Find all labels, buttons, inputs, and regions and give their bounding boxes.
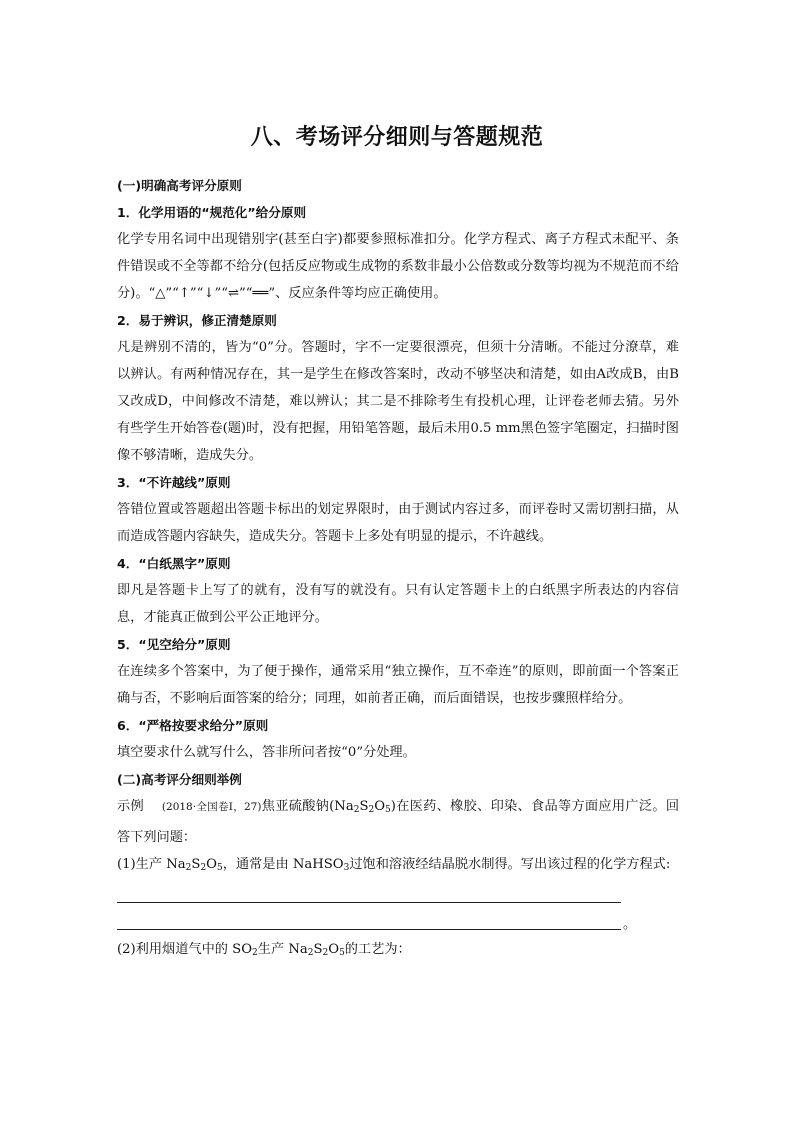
rule-body-4: 即凡是答题卡上写了的就有，没有写的就没有。只有认定答题卡上的白纸黑字所表达的内容信息，才能真正做到公平公正地评分。 [117, 583, 679, 625]
rule-body-1: 化学专用名词中出现错别字(甚至白字)都要参照标准扣分。化学方程式、离子方程式未配平、条件错误或不全等都不给分(包括反应物或生成物的系数非最小公倍数或分数等均视为不规范而不给分)。“△”“↑”“↓”“⇌”“══”、反应条件等均应正确使用。 [117, 232, 679, 301]
rule-heading-4: 4．“白纸黑字”原则 [117, 556, 231, 571]
section-heading-1: (一)明确高考评分原则 [117, 178, 242, 193]
page-title: 八、考场评分细则与答题规范 [250, 125, 544, 150]
example-label: 示例 [117, 799, 144, 814]
answer-blank-2[interactable] [117, 909, 679, 936]
rule-heading-6: 6．“严格按要求给分”原则 [117, 718, 269, 733]
rule-heading-3: 3．“不许越线”原则 [117, 475, 231, 490]
rule-body-2: 凡是辨别不清的，皆为“0”分。答题时，字不一定要很漂亮，但须十分清晰。不能过分潦草，难以辨认。有两种情况存在，其一是学生在修改答案时，改动不够坚决和清楚，如由A改成B，由B又改成D，中间修改不清楚，难以辨认；其二是不排除考生有投机心理，让评卷老师去猜。另外有些学生开始答卷(题)时，没有把握，用铅笔答题，最后未用0.5 mm黑色签字笔圈定，扫描时图像不够清晰，造成失分。 [117, 340, 679, 463]
example-paragraph: 示例 (2018·全国卷Ⅰ，27)焦亚硫酸钠$(Na_2S_2O_5)$在医药、橡胶、印染、食品等方面应用广泛。回答下列问题： [117, 799, 680, 845]
answer-line-2[interactable] [117, 909, 621, 930]
rule-heading-2: 2．易于辨识，修正清楚原则 [117, 313, 277, 328]
question-2: (2)利用烟道气中的 $SO_2$生产 $Na_2S_2O_5$的工艺为： [117, 942, 411, 958]
rule-body-3: 答错位置或答题超出答题卡标出的划定界限时，由于测试内容过多，而评卷时又需切割扫描，从而造成答题内容缺失，造成失分。答题卡上多处有明显的提示，不许越线。 [117, 502, 679, 544]
section-heading-2: (二)高考评分细则举例 [117, 772, 242, 787]
example-source: (2018·全国卷Ⅰ，27) [161, 801, 262, 813]
rule-body-5: 在连续多个答案中，为了便于操作，通常采用“独立操作，互不牵连”的原则，即前面一个答案正确与否，不影响后面答案的给分；同理，如前者正确，而后面错误，也按步骤照样给分。 [117, 664, 679, 706]
answer-period: 。 [623, 917, 637, 932]
rule-heading-5: 5．“见空给分”原则 [117, 637, 231, 652]
rule-heading-1: 1．化学用语的“规范化”给分原则 [117, 205, 307, 220]
answer-blank-1[interactable] [117, 882, 679, 909]
rule-body-6: 填空要求什么就写什么，答非所问者按“0”分处理。 [117, 745, 416, 760]
question-1: (1)生产 $Na_2S_2O_5$，通常是由 NaHSO$_3$过饱和溶液经结晶脱水制得。写出该过程的化学方程式: [117, 857, 671, 873]
document-body [117, 172, 679, 967]
answer-line-1[interactable] [117, 882, 621, 903]
